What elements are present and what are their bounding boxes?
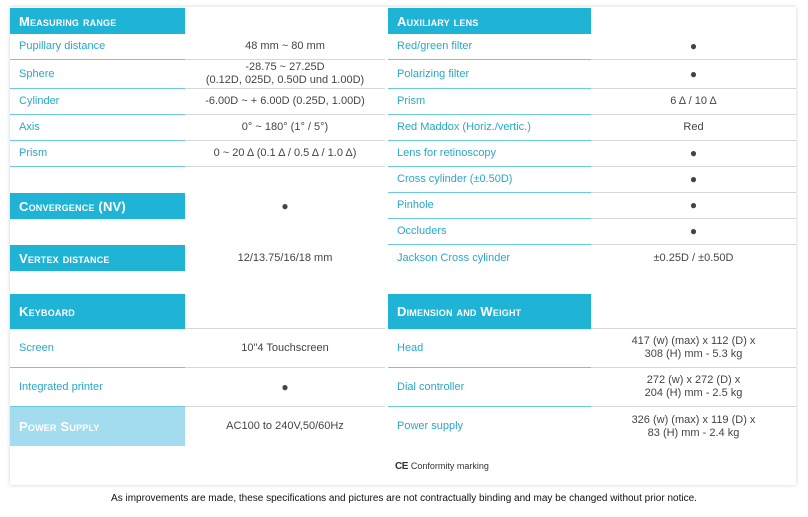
keyboard-header-spacer (185, 294, 385, 329)
sphere-label: Sphere (10, 60, 185, 89)
dimension-header-spacer (591, 294, 796, 329)
red-maddox-value: Red (591, 115, 796, 141)
pinhole-dot: ● (591, 193, 796, 219)
prism-value: 0 ~ 20 Δ (0.1 Δ / 0.5 Δ / 1.0 Δ) (185, 141, 385, 167)
power-supply-line1: 326 (w) (max) x 119 (D) x (631, 413, 756, 426)
vertex-distance-value: 12/13.75/16/18 mm (237, 251, 333, 264)
screen-label: Screen (10, 329, 185, 368)
convergence-header: Convergence (NV) (10, 193, 185, 219)
jackson-cross-cylinder-value: ±0.25D / ±0.50D (653, 251, 734, 264)
aux-prism-label: Prism (388, 89, 591, 115)
dial-controller-dimensions (591, 368, 796, 407)
integrated-printer-label: Integrated printer (10, 368, 185, 407)
sphere-steps: (0.12D, 025D, 0.50D und 1.00D) (205, 74, 365, 86)
red-green-filter-label: Red/green filter (388, 34, 591, 60)
axis-label: Axis (10, 115, 185, 141)
dial-controller-label: Dial controller (388, 368, 591, 407)
dial-controller-line1: 272 (w) x 272 (D) x (646, 374, 741, 386)
conformity-marking (395, 459, 489, 473)
cylinder-label: Cylinder (10, 89, 185, 115)
head-dimensions (591, 329, 796, 368)
head-dimensions-line1: 417 (w) (max) x 112 (D) x (631, 335, 756, 347)
ce-mark-icon: CE (395, 460, 408, 472)
retinoscopy-lens-dot: ● (591, 141, 796, 167)
cross-cylinder-dot: ● (591, 167, 796, 193)
cylinder-value: -6.00D ~ + 6.00D (0.25D, 1.00D) (185, 89, 385, 115)
vertex-distance-header: Vertex distance (10, 245, 185, 271)
power-supply-header: Power Supply (10, 407, 185, 446)
convergence-dot: ● (281, 198, 289, 213)
head-label: Head (388, 329, 591, 368)
pupillary-distance-label: Pupillary distance (10, 34, 185, 60)
measuring-range-header: Measuring range (10, 8, 185, 34)
jackson-cross-cylinder-label: Jackson Cross cylinder (397, 251, 511, 264)
occluders-label: Occluders (388, 219, 591, 245)
integrated-printer-dot: ● (185, 368, 385, 407)
power-supply-dim-label: Power supply (397, 420, 464, 432)
polarizing-filter-label: Polarizing filter (388, 60, 591, 89)
dial-controller-line2: 204 (H) mm - 2.5 kg (644, 387, 743, 399)
red-green-filter-dot: ● (591, 34, 796, 60)
aux-prism-value: 6 Δ / 10 Δ (591, 89, 796, 115)
red-maddox-label: Red Maddox (Horiz./vertic.) (388, 115, 591, 141)
screen-value: 10"4 Touchscreen (185, 329, 385, 368)
power-supply-dimensions (591, 407, 796, 446)
dimension-weight-header: Dimension and Weight (388, 294, 591, 329)
auxiliary-lens-header: Auxiliary lens (388, 8, 591, 34)
retinoscopy-lens-label: Lens for retinoscopy (388, 141, 591, 167)
cross-cylinder-label: Cross cylinder (±0.50D) (388, 167, 591, 193)
polarizing-filter-dot: ● (591, 60, 796, 89)
power-supply-value: AC100 to 240V,50/60Hz (226, 420, 344, 432)
power-supply-line2: 83 (H) mm - 2.4 kg (647, 426, 740, 439)
pinhole-label: Pinhole (388, 193, 591, 219)
pupillary-distance-value: 48 mm ~ 80 mm (185, 34, 385, 60)
axis-value: 0° ~ 180° (1° / 5°) (185, 115, 385, 141)
conformity-text: Conformity marking (410, 461, 489, 471)
prism-label: Prism (10, 141, 185, 167)
sphere-value (185, 60, 385, 89)
sphere-range: -28.75 ~ 27.25D (245, 61, 325, 73)
disclaimer-footer: As improvements are made, these specifications and pictures are not contractually binding and may be changed without prior notice. (111, 493, 697, 504)
head-dimensions-line2: 308 (H) mm - 5.3 kg (644, 348, 743, 360)
occluders-dot: ● (591, 219, 796, 245)
keyboard-header: Keyboard (10, 294, 185, 329)
